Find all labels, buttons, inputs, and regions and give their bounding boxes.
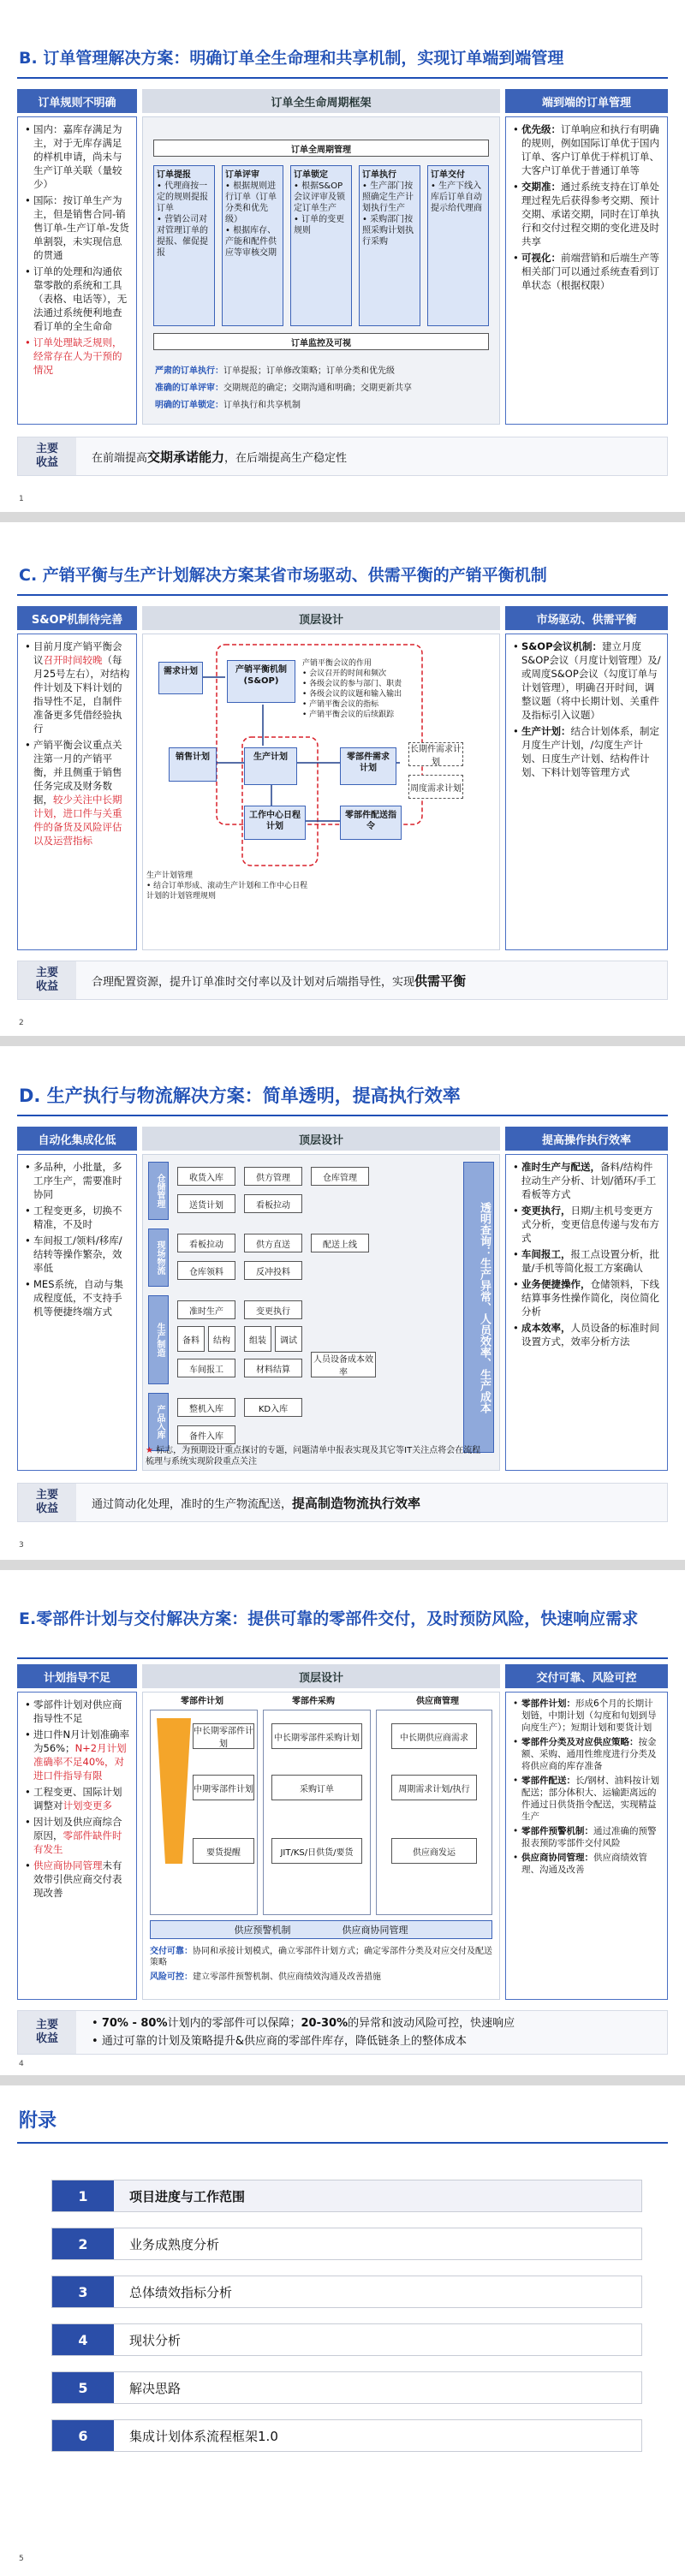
star-icon: ★: [146, 1446, 153, 1455]
node-sop: 产销平衡机制(S&OP): [227, 660, 295, 703]
parts-node: 中长期零部件采购计划: [271, 1723, 362, 1749]
in-item: 备件入库: [177, 1425, 235, 1444]
stage-execute: 订单执行 • 生产部门按照确定生产计划执行生产 • 采购部门按照采购计划执行采购: [359, 165, 420, 326]
toc-item-4[interactable]: [51, 2323, 642, 2356]
footer-tag: 主要 收益: [18, 961, 76, 999]
wh-item: 送货计划: [177, 1194, 235, 1213]
footer-tag: 主要 收益: [18, 2011, 76, 2054]
slide-parts-delivery: [0, 1570, 685, 2075]
issue-item: • 零部件计划对供应商指导性不足: [25, 1698, 131, 1725]
mf-item: 组装: [244, 1326, 271, 1352]
benefit-item: • S&OP会议机制：建立月度S&OP会议（月度计划管理）及/或周度S&OP会议（勾度订单与计划管理），明确召开时间，调整议题（将中长期计划、关重件及指标引入议题）: [513, 640, 662, 722]
benefit-item: • 零部件配送：长/钢材、油料按计划配送；部分体积大、运输距离远的件通过日供货指令配送，实现精益生产: [513, 1775, 662, 1823]
center-column-head: 顶层设计: [142, 1127, 500, 1151]
page-title: D. 生产执行与物流解决方案：简单透明，提高执行效率: [19, 1086, 461, 1106]
row-label-warehousing-in: 产品入库: [148, 1393, 169, 1451]
title-rule: [17, 1657, 668, 1659]
issue-item: • 产销平衡会议重点关注第一月的产销平衡，并且侧重于销售任务完成及财务数据，较少关注中长期计划，进口件与关重件的备货及风险评估以及运营指标: [25, 738, 131, 848]
top-level-design: [142, 634, 500, 950]
footer-line-1: • 70% - 80%计划内的零部件可以保障；20-30%的异常和波动风险可控，快速响应: [92, 2017, 515, 2030]
row-label-warehouse: 仓储管理: [148, 1162, 169, 1220]
row-label-manufacturing: 生产制造: [148, 1295, 169, 1384]
issue-item: • 订单处理缺乏规则，经常存在人为干预的情况: [25, 336, 131, 377]
footer-lines: [92, 2014, 660, 2050]
mf-item: 调试: [275, 1326, 302, 1352]
page-title: 附录: [19, 2110, 57, 2132]
benefit-item: • 零部件计划：形成6个月的长期计划链，中期计划（勾度和旬划到导向度生产）；短期计划和要货计划: [513, 1698, 662, 1734]
node-center-schedule: 工作中心日程计划: [244, 806, 306, 840]
execution-design: [142, 1154, 500, 1471]
center-column-head: 订单全生命周期框架: [142, 89, 500, 113]
row-label-logistics: 现场物流: [148, 1229, 169, 1287]
left-issues-box: [17, 1154, 137, 1471]
toc-item-2[interactable]: [51, 2228, 642, 2260]
benefit-footer: [17, 437, 668, 476]
slide-production-logistics: [0, 1046, 685, 1560]
node-parts-dispatch: 零部件配送指令: [340, 806, 402, 840]
prod-notes: 生产计划管理 • 结合订单形成、滚动生产计划和工作中心日程计划的计划管理规则: [146, 872, 308, 901]
issue-item: • 订单的处理和沟通依靠零散的系统和工具（表格、电话等），无法通过系统便利地查看订单的全生命命: [25, 265, 131, 333]
wh-item: 收货入库: [177, 1167, 235, 1186]
warning-band: 供应预警机制 供应商协同管理: [150, 1920, 492, 1939]
parts-node: 供应商发运: [391, 1838, 477, 1864]
left-issues-box: [17, 1692, 137, 2000]
benefit-item: • 零部件预警机制：通过准确的预警报表预防零部件交付风险: [513, 1825, 662, 1849]
benefit-item: • 业务便捷操作，仓储领料，下线结算事务性操作简化，岗位简化分析: [513, 1277, 662, 1318]
node-parts-demand: 零部件需求计划: [340, 747, 396, 785]
toc-item-3[interactable]: [51, 2276, 642, 2308]
mf-item: 材料结算: [244, 1359, 302, 1377]
page-number: 2: [19, 1019, 24, 1027]
parts-node: 中长期零部件计划: [193, 1723, 254, 1749]
page-number: 5: [19, 2555, 24, 2563]
toc-item-5[interactable]: [51, 2371, 642, 2404]
benefit-footer: [17, 961, 668, 1000]
benefit-item: • 生产计划：结合计划体系，制定月度生产计划，/勾度生产计划、日度生产计划、结构件计划、下料计划等管理方式: [513, 724, 662, 779]
frame-top-label: 订单全周期管理: [153, 140, 489, 157]
in-item: 整机入库: [177, 1398, 235, 1417]
mf-item: 结构: [208, 1326, 235, 1352]
note-delivery: 交付可靠：协同和承接计划模式，确立零部件计划方式；确定零部件分类及对应交付及配送策略: [150, 1947, 492, 1967]
parts-node: JIT/KS/日供货/要货: [271, 1838, 362, 1864]
left-column-head: 自动化集成化低: [17, 1127, 137, 1151]
toc-number: 6: [52, 2420, 114, 2451]
toc-label: 项目进度与工作范围: [129, 2188, 246, 2204]
center-column-head: 顶层设计: [142, 606, 500, 630]
lane-head: 零部件采购: [292, 1697, 335, 1706]
slide-sop: [0, 522, 685, 1036]
footer-text: 合理配置资源，提升订单准时交付率以及计划对后端指导性，实现 供需平衡: [92, 973, 467, 989]
node-short-cycle: 周度需求计划: [408, 775, 463, 799]
toc-label: 现状分析: [129, 2332, 182, 2348]
issue-item: • 供应商协同管理未有效带引供应商交付表现改善: [25, 1859, 131, 1900]
design-note: ★ 标志，为预期设计重点探讨的专题，问题清单中报表实现及其它等IT关注点将会在流程梳理与系统实现阶段重点关注: [146, 1446, 481, 1466]
right-column-head: 提高操作执行效率: [505, 1127, 668, 1151]
parts-node: 中期零部件计划: [193, 1775, 254, 1800]
wh-item: 看板拉动: [244, 1194, 302, 1213]
toc-number: 4: [52, 2324, 114, 2355]
mf-item: 准时生产: [177, 1300, 235, 1319]
page-title: B. 订单管理解决方案：明确订单全生命理和共享机制，实现订单端到端管理: [19, 49, 564, 68]
issue-item: • 车间报工/领料/移库/结转等操作繁杂，效率低: [25, 1234, 131, 1275]
sop-notes: 产销平衡会议的作用 • 会议召开的时间和频次 • 各级会议的参与部门、职责 • 各级会议的议题和输入输出 • 产销平衡会议的指标 • 产销平衡会议的后续跟踪: [302, 659, 402, 719]
benefit-item: • 可视化：前端营销和后端生产等相关部门可以通过系统查看到订单状态（根据权限）: [513, 251, 662, 292]
right-benefits-box: [505, 634, 668, 950]
left-column-head: 订单规则不明确: [17, 89, 137, 113]
note-2: 准确的订单评审：交期规范的确定；交期沟通和明确；交期更新共享: [155, 384, 412, 393]
parts-node: 采购订单: [271, 1775, 362, 1800]
stage-review: 订单评审 • 根据规则进行订单（订单分类和优先级） • 根据库存、产能和配件供应等审核交期: [222, 165, 283, 326]
right-column-head: 交付可靠、风险可控: [505, 1664, 668, 1688]
footer-text: 通过简动化处理，准时的生产物流配送， 提高制造物流执行效率: [92, 1495, 421, 1511]
left-column-head: S&OP机制待完善: [17, 606, 137, 630]
right-column-head: 端到端的订单管理: [505, 89, 668, 113]
left-issues-box: [17, 116, 137, 425]
lg-item: 供方直送: [244, 1234, 302, 1252]
right-benefits-box: [505, 116, 668, 425]
left-column-head: 计划指导不足: [17, 1664, 137, 1688]
page-number: 4: [19, 2060, 24, 2068]
footer-tag: 主要 收益: [18, 1484, 76, 1521]
note-1: 严肃的订单执行：订单提报；订单修改策略；订单分类和优先级: [155, 366, 395, 376]
node-production-plan: 生产计划: [244, 747, 297, 785]
node-long-cycle: 长期件需求计划: [408, 742, 463, 766]
mf-item: 变更执行: [244, 1300, 302, 1319]
transparency-column: 透明查询：生产异常、人员效率、生产成本: [463, 1162, 494, 1453]
toc-number: 3: [52, 2276, 114, 2307]
footer-text: 在前端提高 交期承诺能力 ，在后端提高生产稳定性: [92, 449, 348, 465]
benefit-item: • 优先级：订单响应和执行有明确的规则，例如国际订单优于国内订单、客户订单优于样机订单、大客户订单优于普通订单等: [513, 122, 662, 177]
mf-item: 备料: [177, 1326, 205, 1352]
toc-label: 业务成熟度分析: [129, 2236, 220, 2252]
parts-node: 要货提醒: [193, 1838, 254, 1864]
lg-item: 配送上线: [311, 1234, 369, 1252]
page-number: 3: [19, 1541, 24, 1550]
parts-design: [142, 1692, 500, 2000]
right-benefits-box: [505, 1692, 668, 2000]
stage-submit: 订单提报 • 代理商按一定的规则提报订单 • 营销公司对对管理订单的提报、催促提报: [153, 165, 215, 326]
benefit-footer: [17, 1483, 668, 1522]
center-column-head: 顶层设计: [142, 1664, 500, 1688]
issue-item: • 国内：嘉库存满足为主，对于无库存满足的样机申请，尚未与生产订单关联（量较少）: [25, 122, 131, 191]
toc-label: 解决思路: [129, 2380, 182, 2396]
parts-node: 周期需求计划/执行: [391, 1775, 477, 1800]
frame-bottom-label: 订单监控及可视: [153, 333, 489, 350]
benefit-footer: [17, 2010, 668, 2055]
benefit-item: • 准时生产与配送，备料/结构件拉动生产分析、计划/循环/手工看板等方式: [513, 1160, 662, 1201]
wh-item: 供方管理: [244, 1167, 302, 1186]
note-risk: 风险可控：建立零部件预警机制、供应商绩效沟通及改善措施: [150, 1972, 381, 1982]
toc-item-6[interactable]: [51, 2419, 642, 2452]
title-rule: [17, 594, 668, 596]
benefit-item: • 交期准：通过系统支持在订单处理过程先后获得参考交期、预计交期、承诺交期，同时在订单执行和交付过程交期的变化进及时共享: [513, 180, 662, 248]
footer-line-2: • 通过可靠的计划及策略提升&供应商的零部件库存，降低链条上的整体成本: [92, 2035, 467, 2048]
toc-number: 5: [52, 2372, 114, 2403]
benefit-item: • 零部件分类及对应供应策略：按金额、采购、通用性维度进行分类及将供应商的库存准备: [513, 1736, 662, 1772]
lg-item: 仓库领料: [177, 1261, 235, 1280]
mf-item: 车间报工: [177, 1359, 235, 1377]
left-issues-box: [17, 634, 137, 950]
title-rule: [17, 77, 668, 79]
issue-item: • 目前月度产销平衡会议召开时间较晚（每月25号左右），对结构件计划及下料计划的指导性不足，自制件准备更多凭借经验执行: [25, 640, 131, 735]
title-rule: [17, 2142, 668, 2144]
toc-item-1[interactable]: [51, 2180, 642, 2212]
lg-item: 看板拉动: [177, 1234, 235, 1252]
right-column-head: 市场驱动、供需平衡: [505, 606, 668, 630]
mf-item: 人员设备成本效率: [311, 1352, 376, 1377]
stage-deliver: 订单交付 • 生产下线入库后订单自动提示给代理商: [427, 165, 489, 326]
issue-item: • 多品种，小批量，多工序生产，需要准时协同: [25, 1160, 131, 1201]
issue-item: • 工程变更多，切换不精准，不及时: [25, 1204, 131, 1231]
benefit-item: • 变更执行，日期/主机号变更方式分析，变更信息传递与发布方式: [513, 1204, 662, 1245]
title-rule: [17, 1115, 668, 1116]
issue-item: • 工程变更、国际计划调整对计划变更多: [25, 1785, 131, 1812]
benefit-item: • 供应商协同管理：供应商绩效管理、沟通及改善: [513, 1852, 662, 1876]
lg-item: 反冲投料: [244, 1261, 302, 1280]
benefit-item: • 车间报工，报工点设置分析，批量/手机等简化报工方案确认: [513, 1247, 662, 1275]
wh-item: 仓库管理: [311, 1167, 369, 1186]
page-number: 1: [19, 495, 24, 503]
issue-item: • MES系统，自动与集成程度低，不支持手机等便捷终端方式: [25, 1277, 131, 1318]
parts-node: 中长期供应商需求: [391, 1723, 477, 1749]
issue-item: • 进口件N月计划准确率为56%；N+2月计划准确率不足40%，对进口件指导有限: [25, 1728, 131, 1782]
lane-head: 零部件计划: [181, 1697, 223, 1706]
toc-label: 总体绩效指标分析: [129, 2284, 233, 2300]
issue-item: • 国际：按订单生产为主，但是销售合同-销售订单-生产订单-发货单割裂，未实现信息的贯通: [25, 193, 131, 262]
in-item: KD入库: [244, 1398, 302, 1417]
node-sales-plan: 销售计划: [169, 747, 217, 782]
issue-item: • 因计划及供应商综合原因，零部件缺件时有发生: [25, 1815, 131, 1856]
page-title: E.零部件计划与交付解决方案：提供可靠的零部件交付，及时预防风险，快速响应需求: [19, 1609, 639, 1628]
note-3: 明确的订单锁定：订单执行和共享机制: [155, 401, 301, 410]
slide-appendix: [0, 2085, 685, 2576]
footer-tag: 主要 收益: [18, 437, 76, 475]
toc-number: 1: [52, 2180, 114, 2211]
right-benefits-box: [505, 1154, 668, 1471]
lane-head: 供应商管理: [416, 1697, 459, 1706]
toc-number: 2: [52, 2228, 114, 2259]
stage-lock: 订单锁定 • 根据S&OP会议评审及锁定订单生产 • 订单的变更规则: [290, 165, 352, 326]
benefit-item: • 成本效率，人员设备的标准时间设置方式，效率分析方法: [513, 1321, 662, 1348]
slide-order-management: [0, 0, 685, 512]
toc-label: 集成计划体系流程框架1.0: [129, 2428, 278, 2444]
node-demand-plan: 需求计划: [158, 662, 203, 694]
lifecycle-framework: [142, 116, 500, 425]
page-title: C. 产销平衡与生产计划解决方案某省市场驱动、供需平衡的产销平衡机制: [19, 566, 547, 585]
